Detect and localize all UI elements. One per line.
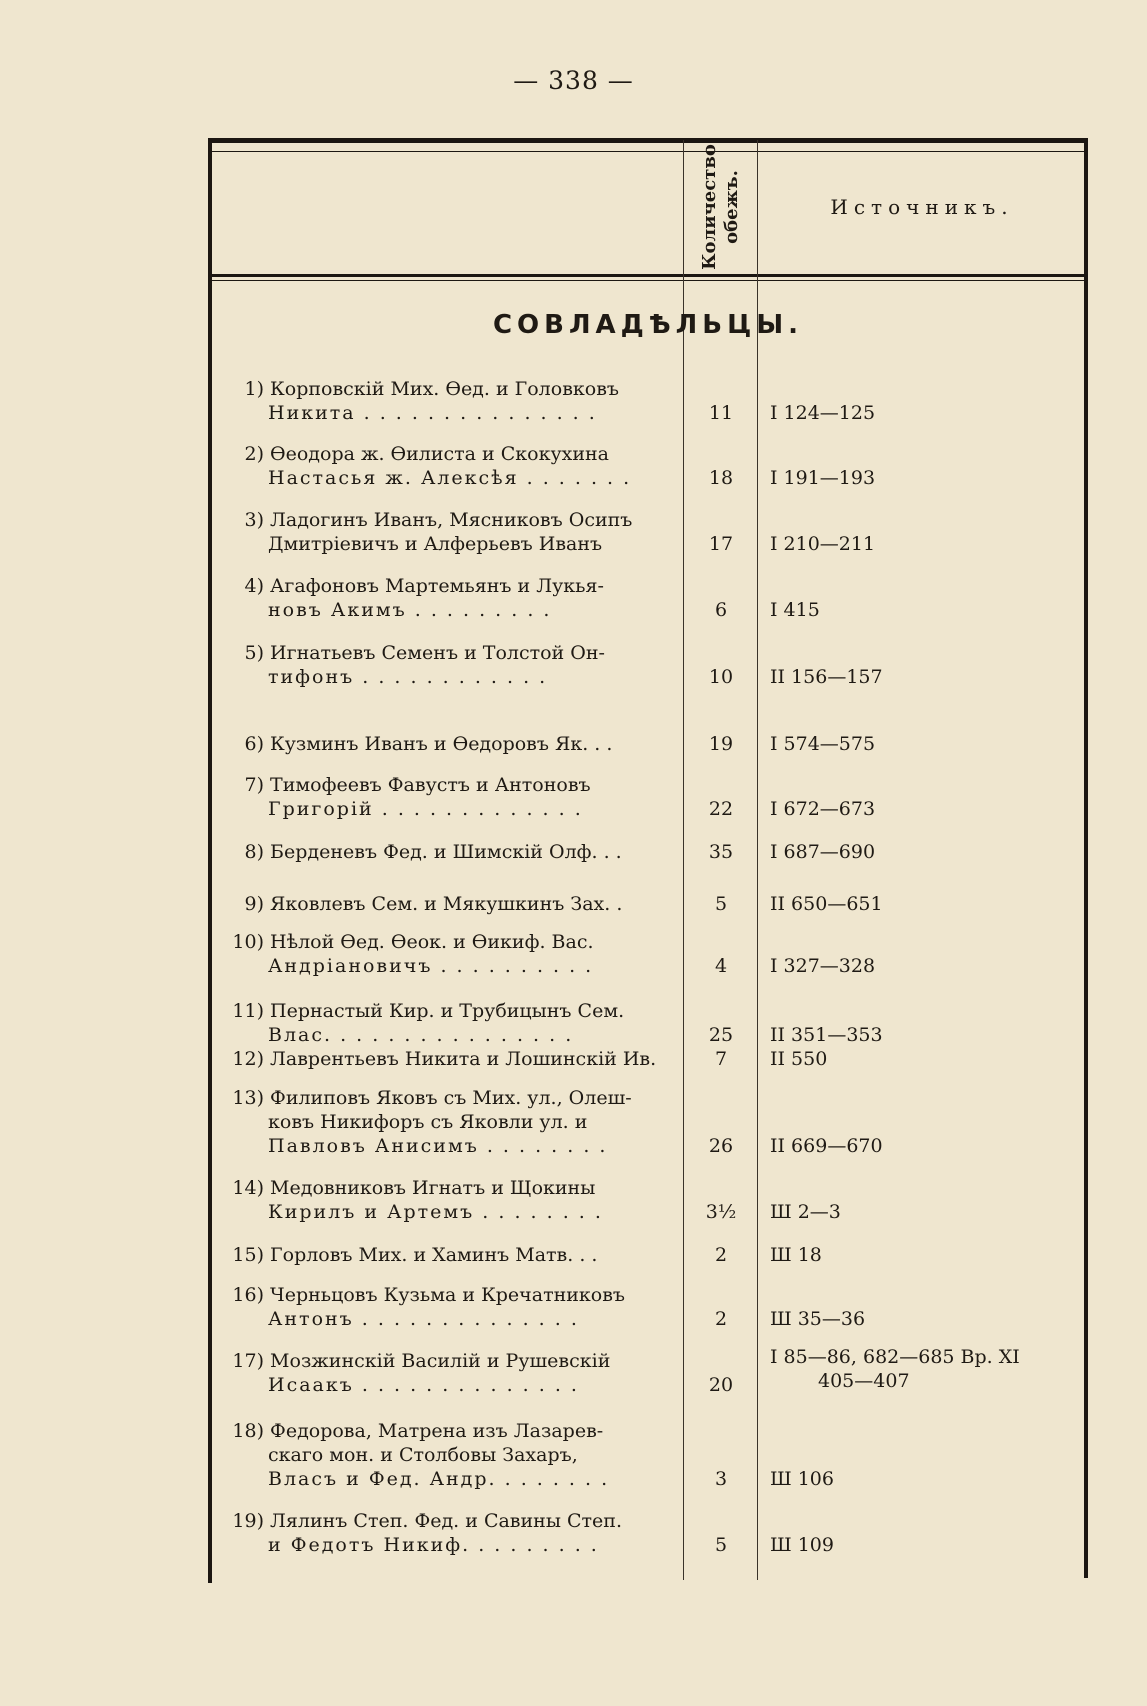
- name-line2: и Федотъ Никиф. . . . . . . . .: [268, 1534, 599, 1556]
- name-line2: Григорій . . . . . . . . . . . . .: [268, 798, 583, 820]
- entry-number: 1): [244, 378, 264, 400]
- owner-names: [208, 930, 676, 978]
- ownership-table: [208, 138, 1088, 1593]
- table-row: [208, 636, 1088, 689]
- owner-names: [208, 1349, 676, 1397]
- name-line1: Агафоновъ Мартемьянъ и Лукья-: [270, 575, 604, 597]
- name-line1: Тимофеевъ Фавустъ и Антоновъ: [270, 774, 591, 796]
- table-row: [208, 1278, 1088, 1331]
- table-row: [208, 1241, 1088, 1267]
- source-ref: Ш 18: [770, 1244, 822, 1266]
- table-row: [208, 994, 1088, 1047]
- name-line2: Антонъ . . . . . . . . . . . . . .: [268, 1308, 579, 1330]
- name-line1: Корповскій Мих. Ѳед. и Головковъ: [270, 378, 619, 400]
- owner-names: [208, 840, 676, 864]
- source-ref: II 156—157: [770, 666, 883, 688]
- name-line2: Власъ и Фед. Андр. . . . . . . .: [268, 1468, 610, 1490]
- count-column-header: [688, 140, 754, 274]
- name-line1: Пернастый Кир. и Трубицынъ Сем.: [270, 1000, 625, 1022]
- owner-names: [208, 999, 676, 1047]
- count-header-line2: обежъ.: [721, 170, 742, 244]
- table-row: [208, 768, 1088, 821]
- name-line2: Дмитріевичъ и Алферьевъ Иванъ: [268, 533, 603, 555]
- table-row: [208, 926, 1088, 978]
- source-ref: I 210—211: [770, 533, 876, 555]
- name-line2: новъ Акимъ . . . . . . . . .: [268, 599, 552, 621]
- section-title: СОВЛАДѢЛЬЦЫ.: [492, 310, 804, 340]
- obezh-count: 10: [708, 666, 734, 688]
- source-ref: I 124—125: [770, 402, 876, 424]
- entry-number: 5): [244, 642, 264, 664]
- header-bottom-rule: [208, 274, 1088, 277]
- table-row: [208, 438, 1088, 490]
- name-line1: Нѣлой Ѳед. Ѳеок. и Ѳикиф. Вас.: [270, 931, 594, 953]
- name-line1: Ѳеодора ж. Ѳилиста и Скокухина: [270, 443, 610, 465]
- obezh-count: 18: [708, 467, 734, 489]
- name-line1: Черньцовъ Кузьма и Кречатниковъ: [270, 1284, 626, 1306]
- source-ref: I 574—575: [770, 733, 876, 755]
- entry-number: 3): [244, 509, 264, 531]
- source-ref: Ш 106: [770, 1468, 834, 1490]
- name-line2: Никита . . . . . . . . . . . . . . .: [268, 402, 597, 424]
- source-ref: I 415: [770, 599, 820, 621]
- table-row: [208, 838, 1088, 864]
- owner-names: [208, 1047, 676, 1071]
- name-line1: Лялинъ Степ. Фед. и Савины Степ.: [270, 1510, 622, 1532]
- name-line2: Кирилъ и Артемъ . . . . . . . .: [268, 1201, 603, 1223]
- entry-number: 18): [232, 1420, 264, 1442]
- entry-number: 19): [232, 1510, 264, 1532]
- entry-number: 6): [244, 733, 264, 755]
- table-row: [208, 1413, 1088, 1491]
- owner-names: [208, 1243, 676, 1267]
- entry-number: 4): [244, 575, 264, 597]
- table-row: [208, 890, 1088, 916]
- entry-number: 11): [232, 1000, 264, 1022]
- name-line1: Филиповъ Яковъ съ Мих. ул., Олеш-: [270, 1087, 632, 1109]
- owner-names: [208, 574, 676, 622]
- obezh-count: 26: [708, 1135, 734, 1157]
- name-line2: Исаакъ . . . . . . . . . . . . . .: [268, 1374, 579, 1396]
- obezh-count: 19: [708, 733, 734, 755]
- source-ref: Ш 2—3: [770, 1201, 841, 1223]
- owner-names: [208, 377, 676, 425]
- table-row: [208, 570, 1088, 622]
- owner-names: [208, 1176, 676, 1224]
- entry-number: 15): [232, 1244, 264, 1266]
- source-ref: II 669—670: [770, 1135, 883, 1157]
- entry-number: 9): [244, 893, 264, 915]
- count-header-line1: Количество: [699, 144, 720, 270]
- entry-number: 16): [232, 1284, 264, 1306]
- entry-number: 17): [232, 1350, 264, 1372]
- name-line2: Андріановичъ . . . . . . . . . .: [268, 955, 594, 977]
- table-row: [208, 371, 1088, 425]
- obezh-count: 5: [714, 893, 728, 915]
- owner-names: [208, 1509, 676, 1557]
- name-line2: Павловъ Анисимъ . . . . . . . .: [268, 1135, 608, 1157]
- source-ref-line1: I 85—86, 682—685 Вр. XI: [770, 1346, 1020, 1368]
- name-line1: Медовниковъ Игнатъ и Щокины: [270, 1177, 596, 1199]
- entry-number: 12): [232, 1048, 264, 1070]
- name-line2: Настасья ж. Алексѣя . . . . . . .: [268, 467, 632, 489]
- obezh-count: 2: [714, 1308, 728, 1330]
- source-ref: II 550: [770, 1048, 828, 1070]
- table-row: [208, 1045, 1088, 1071]
- owner-names: [208, 1419, 676, 1491]
- obezh-count: 35: [708, 841, 734, 863]
- entry-number: 14): [232, 1177, 264, 1199]
- owner-names: [208, 641, 676, 689]
- name-line1: Яковлевъ Сем. и Мякушкинъ Зах. .: [270, 893, 623, 915]
- name-line1: Лаврентьевъ Никита и Лошинскій Ив.: [270, 1048, 657, 1070]
- name-line1: Федорова, Матрена изъ Лазарев-: [270, 1420, 604, 1442]
- source-ref: Ш 109: [770, 1534, 834, 1556]
- obezh-count: 17: [708, 533, 734, 555]
- header-bottom-thin-rule: [208, 280, 1088, 281]
- table-row: [208, 1504, 1088, 1557]
- source-ref: Ш 35—36: [770, 1308, 866, 1330]
- obezh-count: 20: [708, 1374, 734, 1396]
- owner-names: [208, 732, 676, 756]
- owner-names: [208, 1086, 676, 1158]
- obezh-count: 25: [708, 1024, 734, 1046]
- name-line2: тифонъ . . . . . . . . . . . .: [268, 666, 548, 688]
- entry-number: 13): [232, 1087, 264, 1109]
- name-line1: Мозжинскій Василій и Рушевскій: [270, 1350, 611, 1372]
- source-ref: I 191—193: [770, 467, 876, 489]
- owner-names: [208, 508, 676, 556]
- owner-names: [208, 892, 676, 916]
- name-line1b: скаго мон. и Столбовы Захаръ,: [268, 1444, 578, 1466]
- name-line1: Игнатьевъ Семенъ и Толстой Он-: [270, 642, 605, 664]
- obezh-count: 5: [714, 1534, 728, 1556]
- name-line1: Берденевъ Фед. и Шимскій Олф. . .: [270, 841, 622, 863]
- table-row: [208, 730, 1088, 756]
- source-column-header: Источникъ.: [830, 195, 1014, 219]
- obezh-count: 3: [714, 1468, 728, 1490]
- owner-names: [208, 773, 676, 821]
- page-number: — 338 —: [513, 66, 634, 95]
- source-ref-line2: 405—407: [818, 1370, 910, 1392]
- name-line1: Кузминъ Иванъ и Ѳедоровъ Як. . .: [270, 733, 613, 755]
- name-line1: Горловъ Мих. и Хаминъ Матв. . .: [270, 1244, 598, 1266]
- obezh-count: 6: [714, 599, 728, 621]
- obezh-count: 2: [714, 1244, 728, 1266]
- table-row: [208, 1080, 1088, 1158]
- obezh-count: 4: [714, 955, 728, 977]
- entry-number: 2): [244, 443, 264, 465]
- source-ref: I 687—690: [770, 841, 876, 863]
- obezh-count: 11: [708, 402, 734, 424]
- name-line1b: ковъ Никифоръ съ Яковли ул. и: [268, 1111, 588, 1133]
- obezh-count: 3½: [705, 1201, 737, 1223]
- source-ref: I 327—328: [770, 955, 876, 977]
- table-row: [208, 1171, 1088, 1224]
- table-row: [208, 504, 1088, 556]
- obezh-count: 7: [714, 1048, 728, 1070]
- obezh-count: 22: [708, 798, 734, 820]
- source-ref: II 650—651: [770, 893, 883, 915]
- source-ref: II 351—353: [770, 1024, 883, 1046]
- source-ref: I 672—673: [770, 798, 876, 820]
- name-line2: Влас. . . . . . . . . . . . . . . .: [268, 1024, 574, 1046]
- name-line1: Ладогинъ Иванъ, Мясниковъ Осипъ: [270, 509, 633, 531]
- source-ref: [770, 1345, 1086, 1393]
- owner-names: [208, 442, 676, 490]
- owner-names: [208, 1283, 676, 1331]
- entry-number: 10): [232, 931, 264, 953]
- table-row: [208, 1345, 1088, 1397]
- entry-number: 8): [244, 841, 264, 863]
- entry-number: 7): [244, 774, 264, 796]
